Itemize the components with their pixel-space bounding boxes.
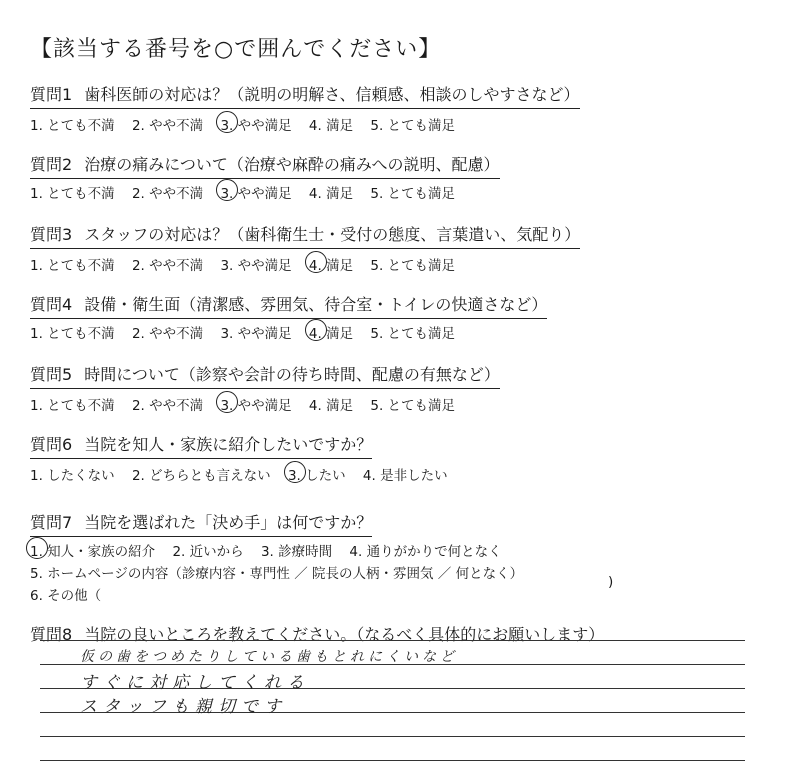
question-4 — [30, 292, 790, 342]
survey-heading: 【該当する番号を○で囲んでください】 — [30, 37, 442, 62]
option-5-row — [30, 562, 536, 582]
options — [30, 182, 468, 202]
question-7 — [30, 510, 790, 604]
answer-handwritten-line-1: 仮の歯をつめたりしている歯もとれにくいなど — [80, 649, 458, 665]
option-3-circled[interactable]: 3. やや満足 — [220, 182, 291, 202]
question-8 — [30, 622, 790, 648]
question-number: 質問6 — [30, 435, 73, 454]
option-3[interactable]: 3. 診療時間 — [260, 544, 333, 560]
question-6 — [30, 432, 790, 484]
option-3-circled[interactable]: 3. したい — [288, 464, 346, 484]
option-4[interactable]: 4. 満足 — [308, 186, 354, 202]
option-4[interactable]: 4. 満足 — [308, 398, 354, 414]
question-title: 時間について（診察や会計の待ち時間、配慮の有無など） — [84, 365, 500, 384]
option-1[interactable]: 1. したくない — [30, 468, 115, 484]
question-3 — [30, 222, 790, 274]
question-number: 質問5 — [30, 365, 73, 384]
options — [30, 464, 461, 484]
question-number: 質問3 — [30, 225, 73, 244]
option-6[interactable]: 6. その他（ — [30, 588, 102, 604]
option-2[interactable]: 2. やや不満 — [131, 258, 204, 274]
options — [30, 254, 468, 274]
option-3[interactable]: 3. やや満足 — [220, 326, 292, 342]
option-5[interactable]: 5. とても満足 — [370, 118, 456, 134]
question-title: スタッフの対応は？（歯科衛生士・受付の態度、言葉遣い、気配り） — [84, 225, 581, 244]
question-number: 質問7 — [30, 513, 73, 532]
option-1[interactable]: 1. とても不満 — [30, 258, 115, 274]
option-3[interactable]: 3. やや満足 — [220, 258, 292, 274]
question-number: 質問2 — [30, 155, 73, 174]
option-2[interactable]: 2. やや不満 — [131, 398, 204, 414]
option-6-row — [30, 584, 114, 604]
option-2[interactable]: 2. やや不満 — [131, 186, 204, 202]
option-1[interactable]: 1. とても不満 — [30, 398, 115, 414]
option-2[interactable]: 2. どちらとも言えない — [131, 468, 271, 484]
option-2[interactable]: 2. 近いから — [172, 544, 244, 560]
options — [30, 114, 468, 134]
option-4[interactable]: 4. 満足 — [308, 118, 354, 134]
option-4-circled[interactable]: 4. 満足 — [309, 254, 353, 274]
option-4-circled[interactable]: 4. 満足 — [309, 322, 353, 342]
option-5[interactable]: 5. とても満足 — [370, 186, 456, 202]
question-number: 質問4 — [30, 295, 73, 314]
option-1-circled[interactable]: 1. 知人・家族の紹介 — [30, 540, 155, 560]
option-4[interactable]: 4. 是非したい — [362, 468, 448, 484]
option-2[interactable]: 2. やや不満 — [131, 326, 204, 342]
question-number: 質問8 — [30, 625, 73, 644]
options — [30, 394, 468, 414]
question-2 — [30, 152, 790, 202]
answer-rule — [40, 640, 745, 641]
option-3-circled[interactable]: 3. やや満足 — [220, 394, 291, 414]
answer-rule — [40, 760, 745, 761]
question-title: 治療の痛みについて（治療や麻酔の痛みへの説明、配慮） — [84, 155, 500, 174]
option-1[interactable]: 1. とても不満 — [30, 186, 115, 202]
option-5[interactable]: 5. とても満足 — [370, 398, 456, 414]
question-5 — [30, 362, 790, 414]
option-5[interactable]: 5. とても満足 — [370, 326, 456, 342]
question-title: 歯科医師の対応は？（説明の明解さ、信頼感、相談のしやすさなど） — [84, 85, 580, 104]
question-title: 設備・衛生面（清潔感、雰囲気、待合室・トイレの快適さなど） — [84, 295, 548, 314]
answer-rule — [40, 736, 745, 737]
options — [30, 322, 468, 342]
option-1[interactable]: 1. とても不満 — [30, 326, 115, 342]
option-6-close-paren: ) — [608, 574, 614, 590]
option-2[interactable]: 2. やや不満 — [131, 118, 204, 134]
option-5[interactable]: 5. とても満足 — [370, 258, 456, 274]
answer-handwritten-line-2: すぐに対応してくれる — [80, 673, 310, 693]
question-1 — [30, 82, 790, 134]
option-5[interactable]: 5. ホームページの内容（診療内容・専門性 ／ 院長の人柄・雰囲気 ／ 何となく） — [30, 566, 524, 582]
question-title: 当院の良いところを教えてください。（なるべく具体的にお願いします） — [84, 625, 605, 644]
question-title: 当院を選ばれた「決め手」は何ですか？ — [84, 513, 373, 532]
option-4[interactable]: 4. 通りがかりで何となく — [349, 544, 502, 560]
options — [30, 540, 515, 560]
answer-handwritten-line-3: スタッフも親切です — [80, 697, 287, 717]
option-1[interactable]: 1. とても不満 — [30, 118, 115, 134]
question-title: 当院を知人・家族に紹介したいですか？ — [84, 435, 373, 454]
question-number: 質問1 — [30, 85, 73, 104]
option-3-circled[interactable]: 3. やや満足 — [220, 114, 291, 134]
